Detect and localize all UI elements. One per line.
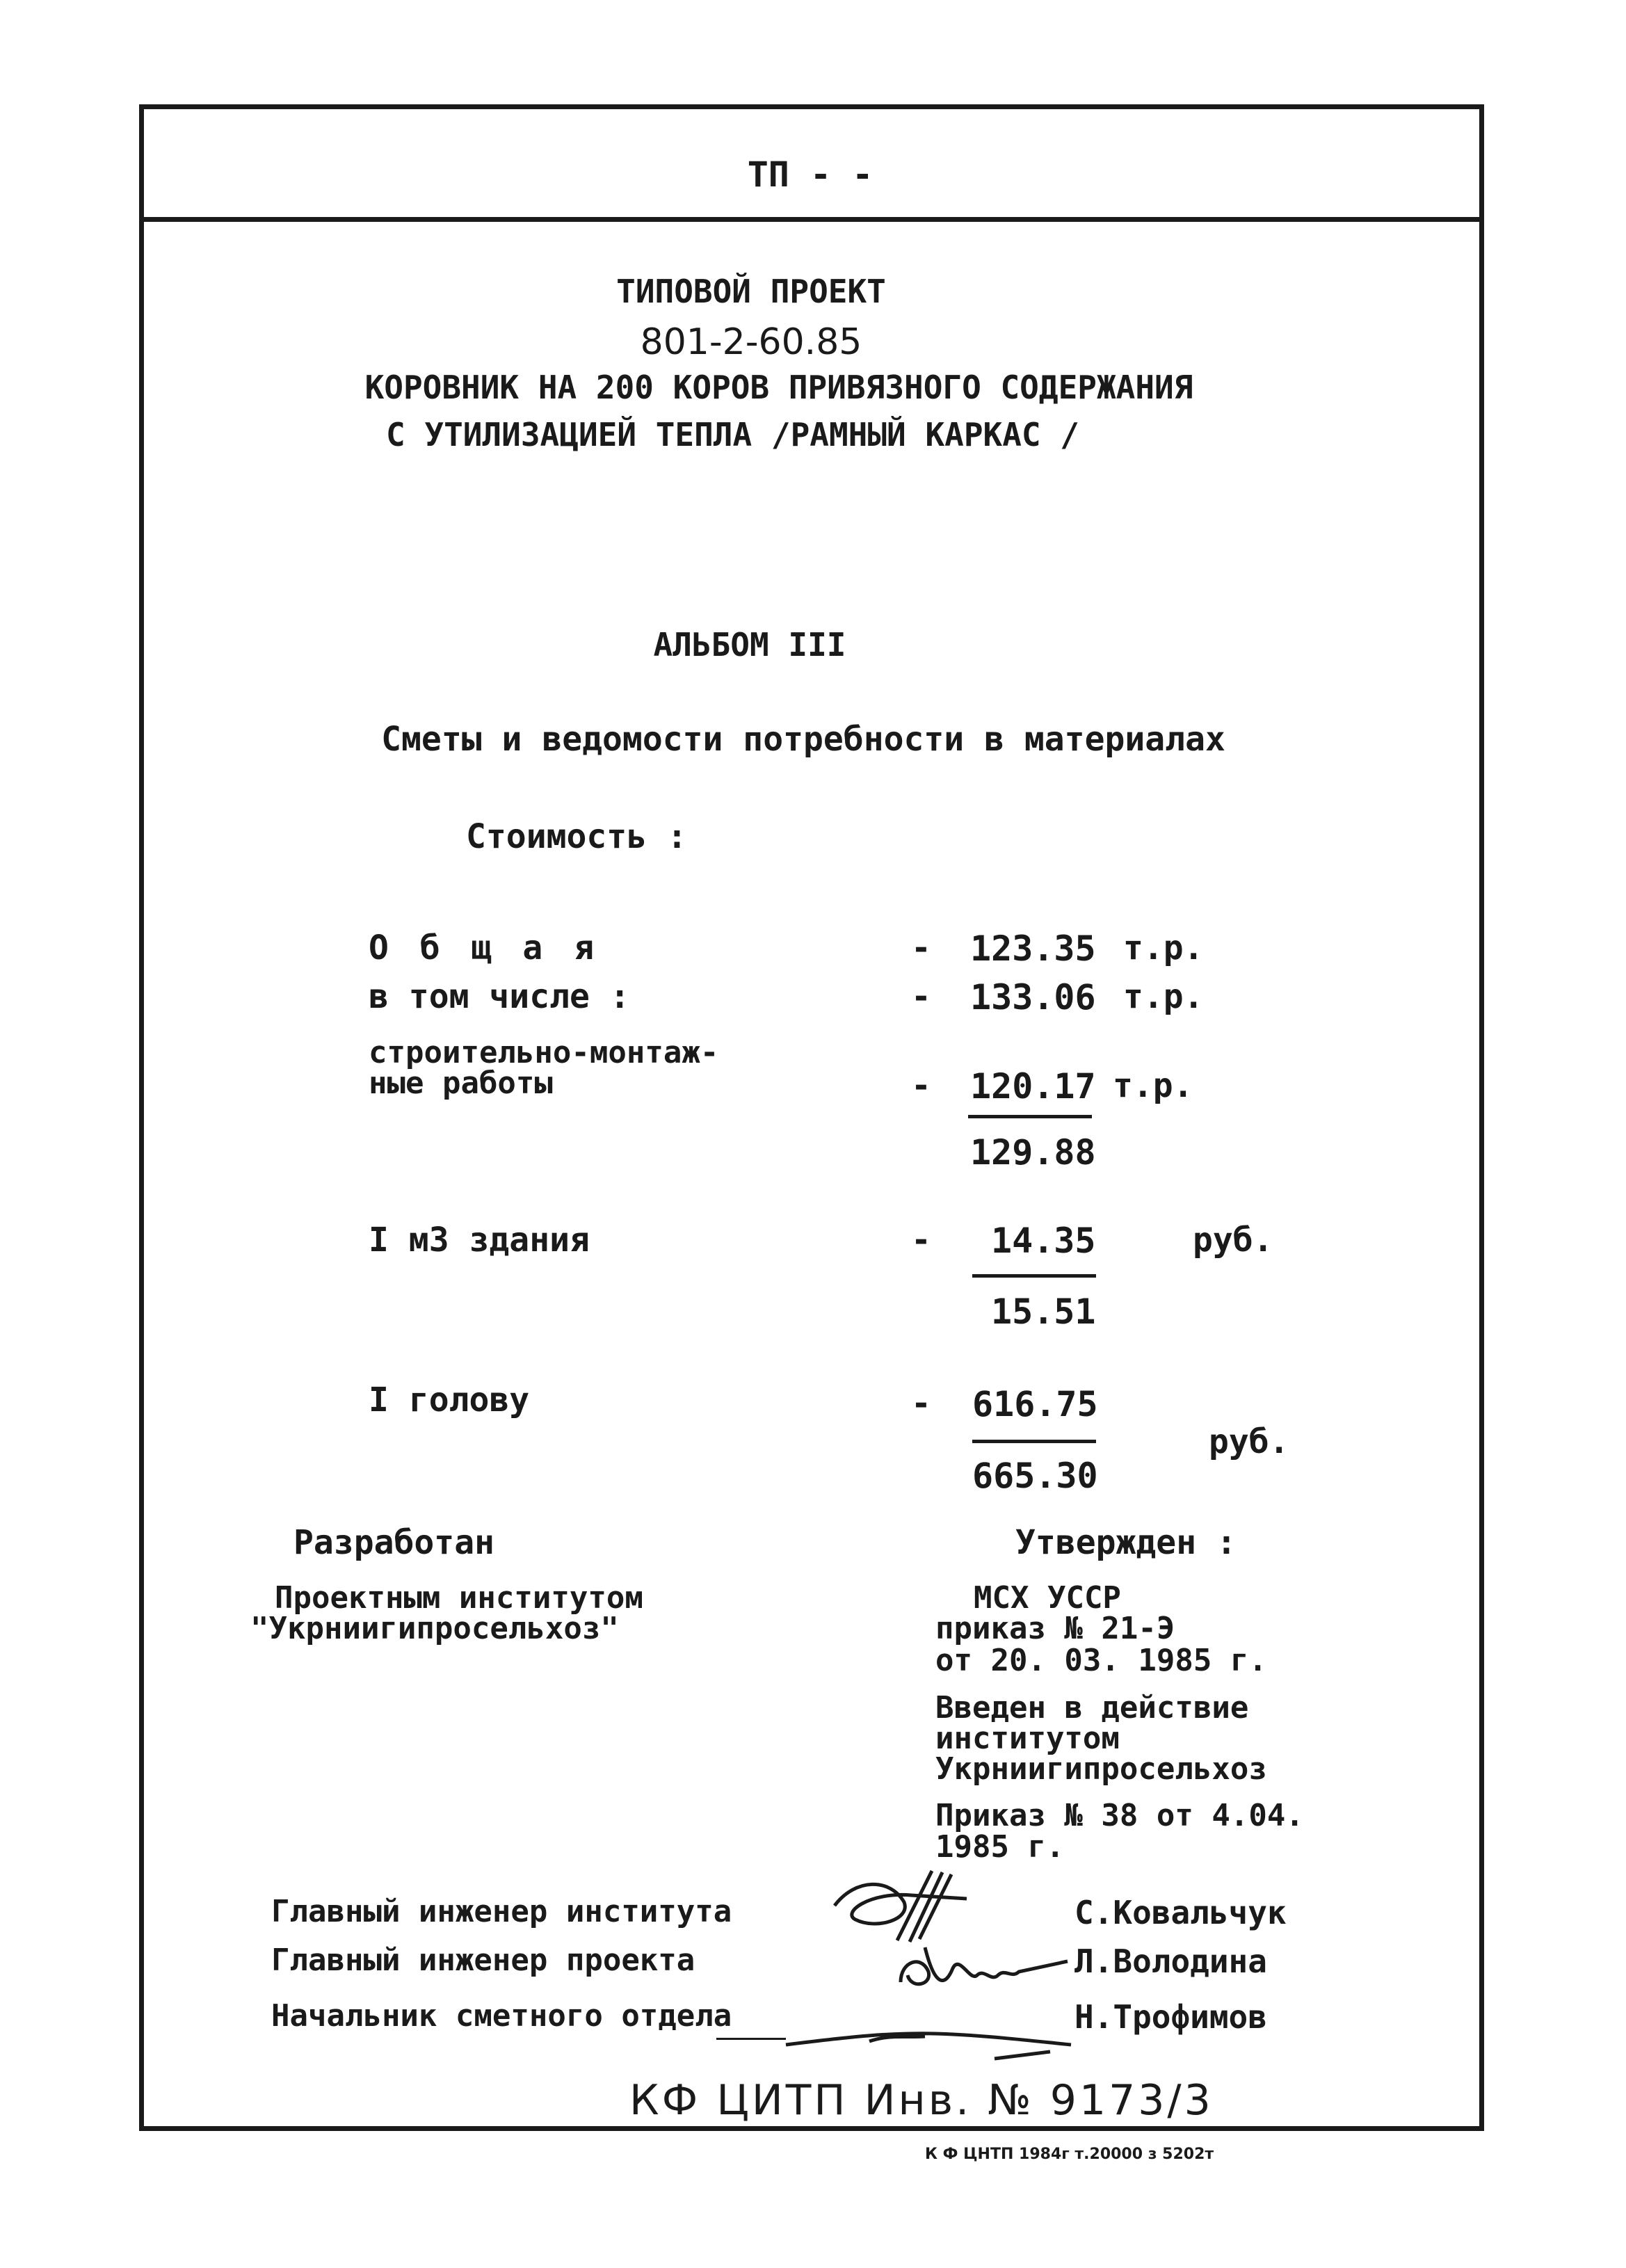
cost-m3-dash: - [911,1221,931,1260]
cost-m3-value: 14.35 [991,1221,1096,1261]
header-code: ТП - - [747,154,874,195]
approved-line-3: от 20. 03. 1985 г. [935,1643,1267,1678]
cost-smr-unit: т.р. [1113,1066,1193,1105]
signature-role-3: Начальник сметного отдела [271,1998,732,2034]
cost-smr-fraction-line [968,1115,1092,1118]
cost-m3-label: I м3 здания [369,1221,590,1260]
approved-line-6: Укрниигипросельхоз [935,1751,1267,1787]
signature-scribble-3 [786,2010,1078,2073]
developed-line-2: "Укрниигипросельхоз" [250,1611,619,1646]
cost-total-value: 123.35 [970,928,1096,969]
inventory-stamp: КФ ЦИТП Инв. № 9173/3 [629,2076,1214,2125]
cost-head-label: I голову [369,1381,530,1419]
project-number: 801-2-60.85 [640,321,862,363]
cost-head-denominator: 665.30 [972,1456,1098,1496]
signature-role-2: Главный инженер проекта [271,1943,695,1978]
cost-head-dash: - [911,1384,931,1423]
title-line-4: С УТИЛИЗАЦИЕЙ ТЕПЛА /РАМНЫЙ КАРКАС / [386,416,1079,453]
cost-incl-value: 133.06 [970,977,1096,1018]
signature-name-1: С.Ковальчук [1074,1894,1287,1931]
album-subtitle: Сметы и ведомости потребности в материалах [381,720,1225,759]
developed-title: Разработан [293,1523,494,1562]
cost-smr-dash: - [911,1066,931,1105]
cost-m3-denominator: 15.51 [991,1292,1096,1332]
title-line-3: КОРОВНИК НА 200 КОРОВ ПРИВЯЗНОГО СОДЕРЖАНИЯ [364,369,1193,406]
cost-smr-label-1: строительно-монтаж- [369,1035,719,1070]
approved-line-2: приказ № 21-Э [935,1611,1175,1646]
cost-incl-unit: т.р. [1123,977,1204,1016]
cost-total-dash: - [911,928,931,967]
cost-label: Стоимость : [466,817,687,856]
cost-incl-dash: - [911,977,931,1016]
album-title: АЛЬБОМ III [653,626,846,663]
cost-m3-fraction-line [972,1274,1096,1278]
cost-incl-label: в том числе : [369,977,630,1016]
cost-smr-denominator: 129.88 [970,1132,1096,1173]
signature-underline [716,2038,786,2040]
signature-role-1: Главный инженер института [271,1894,732,1929]
cost-head-fraction-line [972,1440,1096,1443]
signature-name-3: Н.Трофимов [1074,1998,1267,2036]
signature-name-2: Л.Володина [1074,1943,1267,1980]
title-line-1: ТИПОВОЙ ПРОЕКТ [616,273,886,310]
signature-scribble-2 [894,1933,1074,1996]
approved-line-5: институтом [935,1721,1120,1756]
cost-smr-label-2: ные работы [369,1065,553,1101]
header-divider [139,217,1484,222]
approved-line-4: Введен в действие [935,1690,1249,1726]
cost-head-unit: руб. [1209,1422,1289,1461]
approved-title: Утвержден : [1015,1523,1237,1562]
developed-line-1: Проектным институтом [275,1580,643,1616]
approved-line-1: МСХ УССР [974,1580,1121,1616]
print-note: К Ф ЦНТП 1984г т.20000 з 5202т [925,2146,1214,2163]
cost-total-label: О б щ а я [369,928,600,967]
cost-m3-unit: руб. [1193,1221,1273,1260]
approved-line-7: Приказ № 38 от 4.04. [935,1798,1304,1833]
cost-total-unit: т.р. [1123,928,1204,967]
cost-head-value: 616.75 [972,1384,1098,1424]
approved-line-8: 1985 г. [935,1829,1065,1865]
cost-smr-value: 120.17 [970,1066,1096,1107]
